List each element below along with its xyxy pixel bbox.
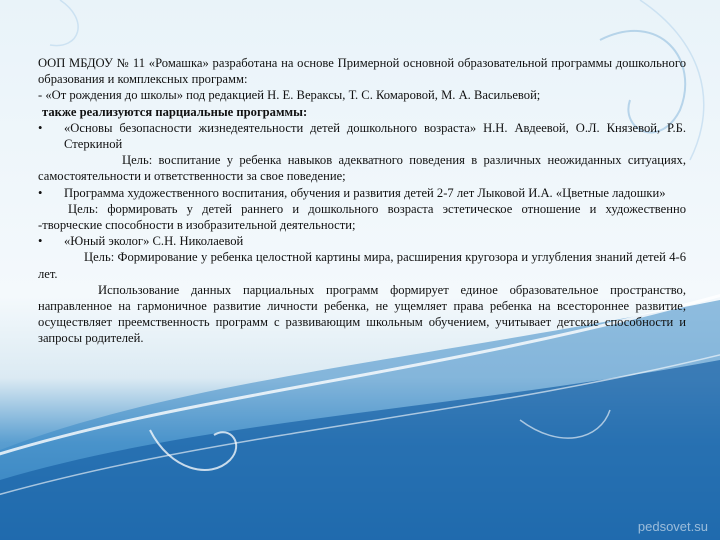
list-item-text: «Юный эколог» С.Н. Николаевой bbox=[64, 234, 244, 249]
goal-text: Цель: воспитание у ребенка навыков адекватного поведения в различных неожиданных ситуациях, самостоятельности и ответственности за свое поведение; bbox=[38, 153, 686, 184]
list-item bbox=[38, 233, 686, 249]
partial-programs-heading: также реализуются парциальные программы: bbox=[42, 104, 308, 119]
intro-paragraph: ООП МБДОУ № 11 «Ромашка» разработана на основе Примерной основной образовательной программы дошкольного образования и комплексных программ: bbox=[38, 56, 686, 87]
goal-text: Цель: Формирование у ребенка целостной картины мира, расширения кругозора и углубления знаний детей 4-6 лет. bbox=[38, 250, 686, 281]
slide-text bbox=[38, 55, 686, 347]
bullet-mark: • bbox=[38, 234, 43, 249]
list-item-text: «Основы безопасности жизнедеятельности детей дошкольного возраста» Н.Н. Авдеевой, О.Л. Князевой, Р.Б. Стеркиной bbox=[64, 120, 686, 152]
program-line: - «От рождения до школы» под редакцией Н. Е. Вераксы, Т. С. Комаровой, М. А. Васильевой; bbox=[38, 88, 541, 103]
list-item-text: Программа художественного воспитания, обучения и развития детей 2-7 лет Лыковой И.А. «Цветные ладошки» bbox=[64, 185, 666, 200]
bullet-mark: • bbox=[38, 120, 43, 135]
closing-paragraph: Использование данных парциальных программ формирует единое образовательное пространство, направленное на гармоничное развитие личности ребенка, не ущемляет права ребенка на всестороннее развитие, осуществляет преемственность программ с развивающим школьным обучением, учитывает детские способности и запросы родителей. bbox=[38, 282, 686, 346]
list-item bbox=[38, 120, 686, 152]
list-item bbox=[38, 185, 686, 201]
watermark: pedsovet.su bbox=[637, 519, 708, 534]
goal-text: Цель: формировать у детей раннего и дошкольного возраста эстетическое отношение и художественно -творческие способности в изобразительной деятельности; bbox=[38, 201, 686, 233]
bullet-mark: • bbox=[38, 185, 43, 200]
